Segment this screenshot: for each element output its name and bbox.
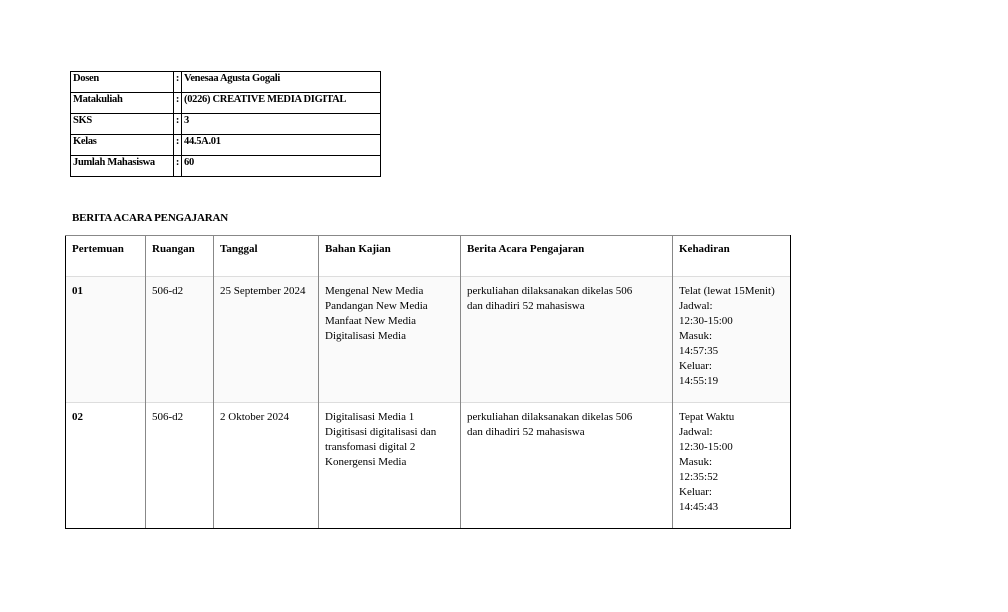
kehadiran-line: 12:30-15:00	[679, 441, 733, 453]
teaching-record-table	[65, 235, 791, 529]
info-value: (0226) CREATIVE MEDIA DIGITAL	[182, 93, 381, 114]
kehadiran-line: 12:30-15:00	[679, 315, 733, 327]
info-separator: :	[174, 72, 182, 93]
kehadiran-line: 14:57:35	[679, 345, 719, 357]
info-separator: :	[174, 114, 182, 135]
info-row-kelas	[71, 135, 381, 156]
bahan-line: Digitalisasi Media	[325, 330, 406, 342]
info-label: Kelas	[71, 135, 174, 156]
cell-pertemuan: 02	[66, 403, 146, 529]
kehadiran-line: Jadwal:	[679, 426, 713, 438]
header-berita-acara: Berita Acara Pengajaran	[461, 236, 673, 277]
cell-pertemuan: 01	[66, 277, 146, 403]
info-separator: :	[174, 93, 182, 114]
bahan-line: Mengenal New Media	[325, 285, 424, 297]
kehadiran-line: Keluar:	[679, 360, 712, 372]
header-ruangan: Ruangan	[146, 236, 214, 277]
info-value: 3	[182, 114, 381, 135]
kehadiran-line: 14:55:19	[679, 375, 719, 387]
cell-ruangan: 506-d2	[146, 277, 214, 403]
kehadiran-line: Masuk:	[679, 456, 712, 468]
berita-line: dan dihadiri 52 mahasiswa	[467, 300, 585, 312]
section-title: BERITA ACARA PENGAJARAN	[72, 212, 228, 224]
info-label: Matakuliah	[71, 93, 174, 114]
info-row-dosen	[71, 72, 381, 93]
berita-line: dan dihadiri 52 mahasiswa	[467, 426, 585, 438]
kehadiran-line: Keluar:	[679, 486, 712, 498]
berita-line: perkuliahan dilaksanakan dikelas 506	[467, 285, 633, 297]
header-kehadiran: Kehadiran	[673, 236, 791, 277]
bahan-line: Pandangan New Media	[325, 300, 428, 312]
info-separator: :	[174, 156, 182, 177]
course-info-table	[70, 71, 381, 177]
kehadiran-line: Jadwal:	[679, 300, 713, 312]
cell-berita-acara	[461, 277, 673, 403]
bahan-line: Digitalisasi Media 1	[325, 411, 415, 423]
bahan-line: Digitisasi digitalisasi dan	[325, 426, 437, 438]
info-label: Jumlah Mahasiswa	[71, 156, 174, 177]
info-value: 44.5A.01	[182, 135, 381, 156]
bahan-line: Konergensi Media	[325, 456, 407, 468]
info-label: Dosen	[71, 72, 174, 93]
bahan-line: transfomasi digital 2	[325, 441, 416, 453]
header-pertemuan: Pertemuan	[66, 236, 146, 277]
header-bahan-kajian: Bahan Kajian	[319, 236, 461, 277]
kehadiran-status: Tepat Waktu	[679, 411, 735, 423]
bahan-line: Manfaat New Media	[325, 315, 417, 327]
kehadiran-line: 12:35:52	[679, 471, 719, 483]
info-row-jumlah-mahasiswa	[71, 156, 381, 177]
info-separator: :	[174, 135, 182, 156]
cell-kehadiran	[673, 277, 791, 403]
info-row-matakuliah	[71, 93, 381, 114]
cell-kehadiran	[673, 403, 791, 529]
cell-berita-acara	[461, 403, 673, 529]
cell-ruangan: 506-d2	[146, 403, 214, 529]
cell-tanggal: 25 September 2024	[214, 277, 319, 403]
table-row	[66, 403, 791, 529]
berita-line: perkuliahan dilaksanakan dikelas 506	[467, 411, 633, 423]
table-header-row	[66, 236, 791, 277]
cell-bahan-kajian	[319, 277, 461, 403]
info-label: SKS	[71, 114, 174, 135]
table-row	[66, 277, 791, 403]
cell-bahan-kajian	[319, 403, 461, 529]
cell-tanggal: 2 Oktober 2024	[214, 403, 319, 529]
header-tanggal: Tanggal	[214, 236, 319, 277]
kehadiran-status: Telat (lewat 15Menit)	[679, 285, 775, 297]
info-row-sks	[71, 114, 381, 135]
info-value: Venesaa Agusta Gogali	[182, 72, 381, 93]
info-value: 60	[182, 156, 381, 177]
kehadiran-line: 14:45:43	[679, 501, 719, 513]
kehadiran-line: Masuk:	[679, 330, 712, 342]
